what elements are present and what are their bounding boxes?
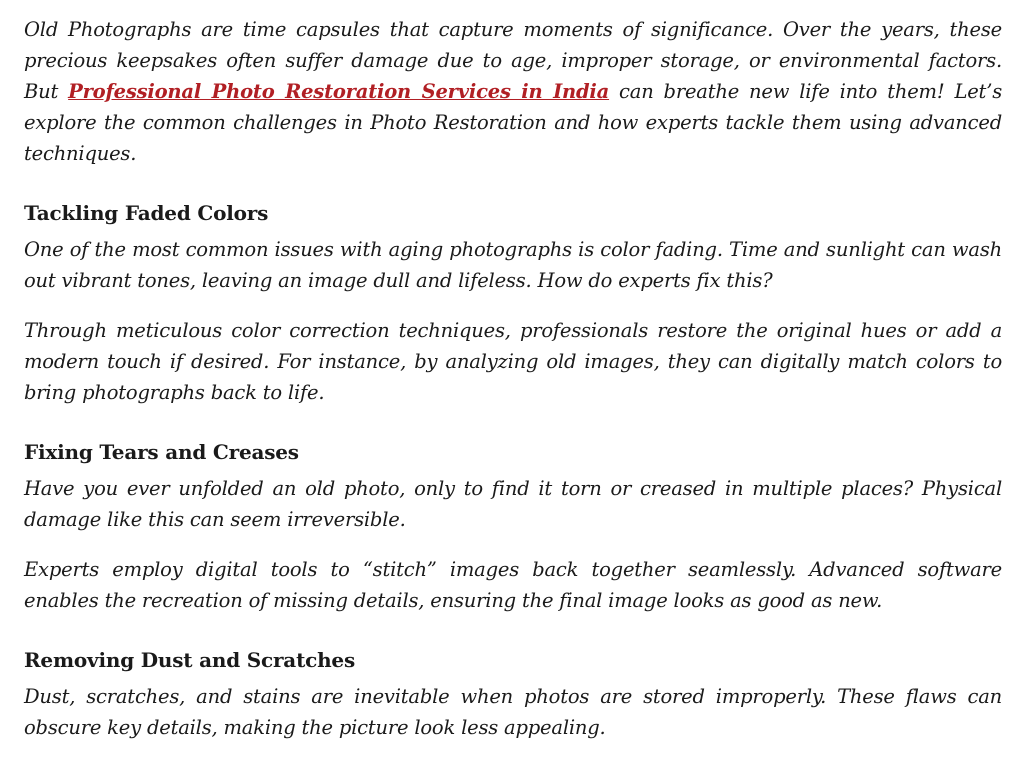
intro-paragraph (24, 14, 1002, 169)
heading-faded-colors: Tackling Faded Colors (24, 201, 269, 225)
document-page (24, 14, 1002, 743)
paragraph-faded-colors-2: Through meticulous color correction techniques, professionals restore the original hues or add a modern touch if desired. For instance, by analyzing old images, they can digitally match colors to bring photographs back to life. (24, 319, 1002, 404)
intro-text-after-link: can breathe new life into them! Let’s explore the common challenges in Photo Restoration and how experts tackle them using advanced techniques. (24, 80, 1002, 165)
heading-dust-scratches: Removing Dust and Scratches (24, 648, 356, 672)
paragraph-faded-colors-1: One of the most common issues with aging photographs is color fading. Time and sunlight can wash out vibrant tones, leaving an image dull and lifeless. How do experts fix this? (24, 238, 1002, 292)
restoration-services-link[interactable]: Professional Photo Restoration Services in India (68, 80, 610, 103)
intro-text-before-link: Old Photographs are time capsules that capture moments of significance. Over the years, these precious keepsakes often suffer damage due to age, improper storage, or environmental factors. But (24, 18, 1002, 103)
paragraph-tears-creases-1: Have you ever unfolded an old photo, only to find it torn or creased in multiple places? Physical damage like this can seem irreversible. (24, 477, 1002, 531)
heading-tears-creases: Fixing Tears and Creases (24, 440, 299, 464)
paragraph-dust-scratches-1: Dust, scratches, and stains are inevitable when photos are stored improperly. These flaws can obscure key details, making the picture look less appealing. (24, 685, 1002, 739)
paragraph-tears-creases-2: Experts employ digital tools to “stitch” images back together seamlessly. Advanced software enables the recreation of missing details, ensuring the final image looks as good as new. (24, 558, 1002, 612)
